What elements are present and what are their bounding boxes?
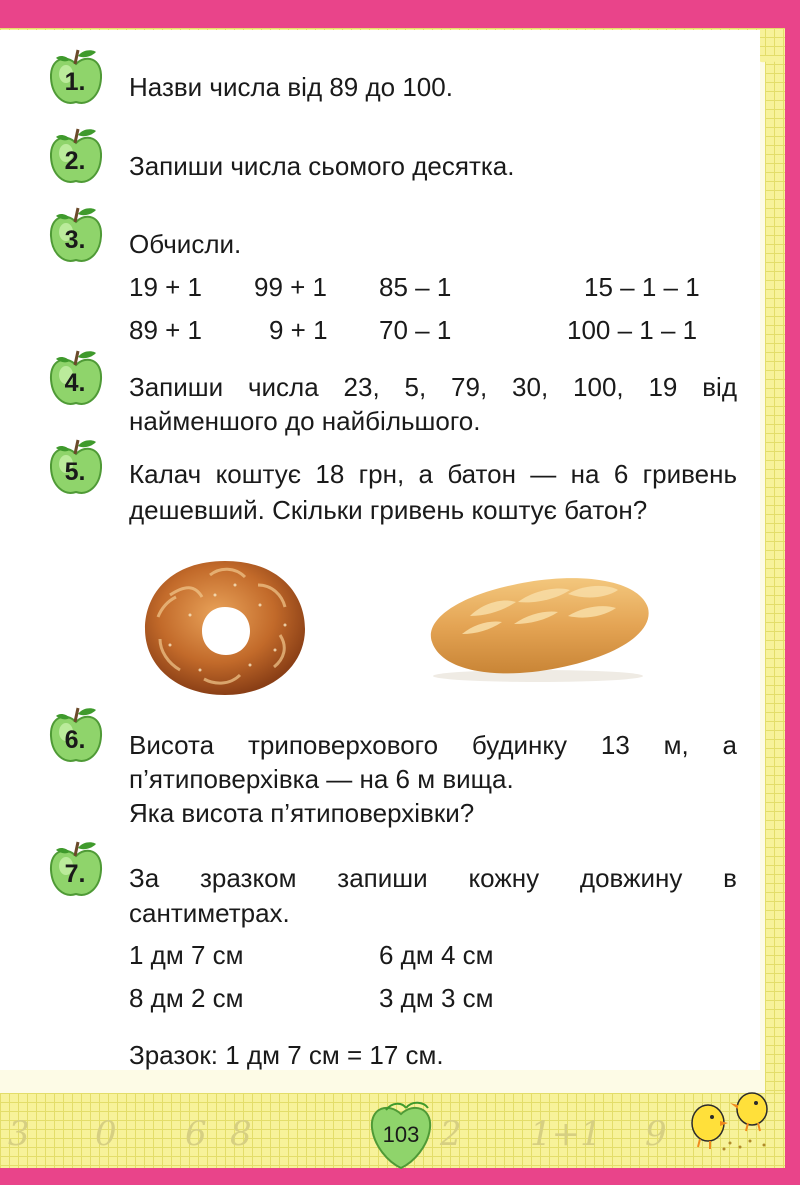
expression: 99 + 1: [254, 272, 328, 302]
decor-digit: 9: [645, 1114, 667, 1154]
task-text-line: Запиши числа 23, 5, 79, 30, 100, 19 від: [129, 372, 737, 402]
task-text-line: сантиметрах.: [129, 898, 290, 928]
decor-digit: 3: [8, 1114, 30, 1154]
green-apple-icon: [48, 127, 104, 187]
task-text: Обчисли.: [129, 229, 242, 259]
task-text-line: дешевший. Скільки гривень коштує батон?: [129, 495, 648, 525]
expression: 85 – 1: [379, 272, 452, 302]
expression: 19 + 1: [129, 272, 203, 302]
task-number: 4.: [64, 369, 86, 397]
length-item: 3 дм 3 см: [379, 983, 494, 1013]
decor-digit: 2: [440, 1114, 462, 1154]
task-number: 2.: [64, 147, 86, 175]
expression: 15 – 1 – 1: [584, 272, 700, 302]
green-apple-icon: [48, 48, 104, 108]
task-number: 1.: [64, 68, 86, 96]
task-text-line: п’ятиповерхівка — на 6 м вища.: [129, 764, 514, 794]
task-text-line: найменшого до найбільшого.: [129, 406, 481, 436]
page-number: 103: [382, 1122, 420, 1147]
task-number: 5.: [64, 458, 86, 486]
expression: 100 – 1 – 1: [567, 315, 698, 345]
task-text-line: За зразком запиши кожну довжину в: [129, 863, 737, 893]
task-number: 3.: [64, 226, 86, 254]
decor-digit: 1+1: [530, 1114, 602, 1154]
task-text-line: Висота триповерхового будинку 13 м, а: [129, 730, 737, 760]
expression: 70 – 1: [379, 315, 452, 345]
length-item: 6 дм 4 см: [379, 940, 494, 970]
task-number: 6.: [64, 726, 86, 754]
length-item: 1 дм 7 см: [129, 940, 244, 970]
decor-digit: 8: [230, 1114, 252, 1154]
green-apple-icon: [48, 349, 104, 409]
sample-text: Зразок: 1 дм 7 см = 17 см.: [129, 1040, 444, 1070]
chicks-illustration: [680, 1085, 780, 1155]
kalach-bread-image: [140, 555, 310, 700]
task-number: 7.: [64, 860, 86, 888]
baton-loaf-image: [418, 572, 656, 684]
decor-digit: 6: [185, 1114, 207, 1154]
green-apple-icon: [48, 706, 104, 766]
expression: 9 + 1: [269, 315, 328, 345]
right-grid-strip: [765, 28, 785, 1168]
task-text-line: Яка висота п’ятиповерхівки?: [129, 798, 475, 828]
green-apple-icon: [48, 206, 104, 266]
task-text: Назви числа від 89 до 100.: [129, 72, 453, 102]
task-text: Запиши числа сьомого десятка.: [129, 151, 515, 181]
length-item: 8 дм 2 см: [129, 983, 244, 1013]
green-apple-icon: [48, 438, 104, 498]
decor-digit: 0: [95, 1114, 117, 1154]
task-text-line: Калач коштує 18 грн, а батон — на 6 гривень: [129, 459, 737, 489]
green-apple-icon: [48, 840, 104, 900]
expression: 89 + 1: [129, 315, 203, 345]
